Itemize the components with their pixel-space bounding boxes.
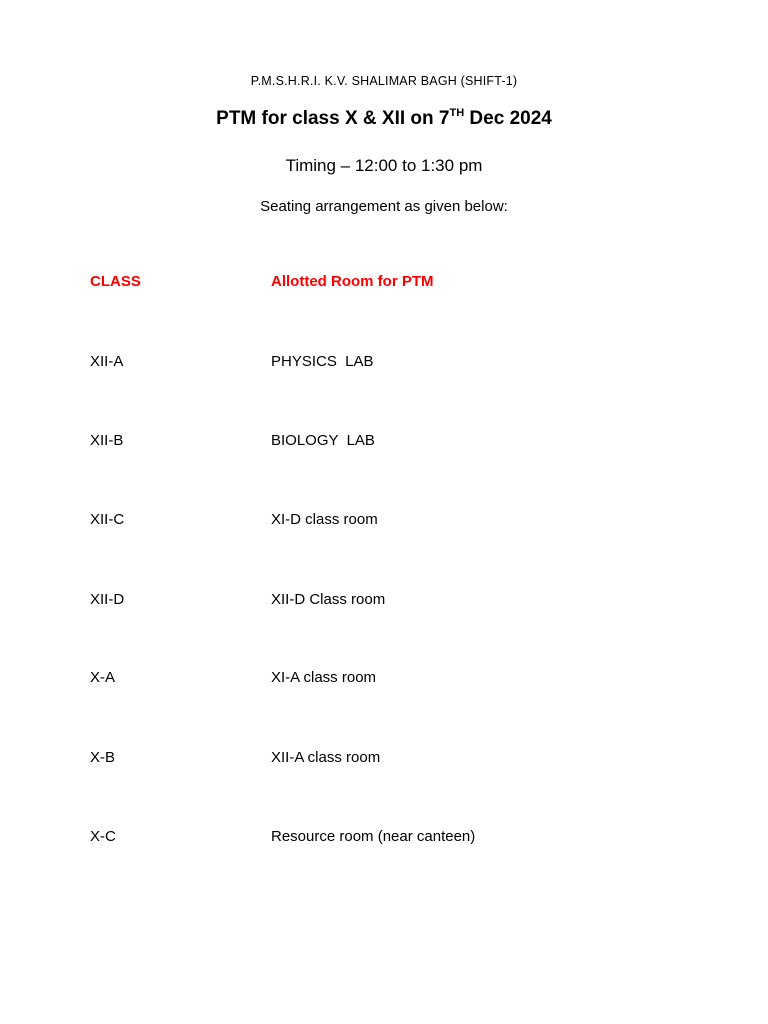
document-title	[0, 108, 768, 130]
timing-text: Timing – 12:00 to 1:30 pm	[285, 156, 483, 175]
table-header-row	[0, 273, 768, 295]
title-main: PTM for class X & XII on 7	[216, 108, 450, 129]
row-class: X-C	[90, 828, 116, 845]
row-room: Resource room (near canteen)	[271, 828, 476, 845]
row-room: XI-D class room	[271, 511, 378, 528]
table-row	[0, 511, 768, 533]
table-row	[0, 432, 768, 454]
row-class: XII-D	[90, 591, 125, 608]
row-room: XII-A class room	[271, 749, 381, 766]
column-header-room: Allotted Room for PTM	[271, 273, 434, 290]
school-name: P.M.S.H.R.I. K.V. SHALIMAR BAGH (SHIFT-1)	[250, 74, 518, 88]
title-rest: Dec 2024	[464, 108, 552, 129]
title-superscript: TH	[449, 107, 465, 119]
row-class: XII-A	[90, 353, 124, 370]
row-class: XII-B	[90, 432, 124, 449]
row-room: PHYSICS LAB	[271, 353, 374, 370]
seating-note: Seating arrangement as given below:	[260, 198, 508, 215]
column-header-class: CLASS	[90, 273, 141, 290]
row-class: X-A	[90, 669, 116, 686]
table-row	[0, 749, 768, 771]
table-row	[0, 828, 768, 850]
table-row	[0, 353, 768, 375]
table-row	[0, 669, 768, 691]
row-room: XII-D Class room	[271, 591, 386, 608]
row-room: XI-A class room	[271, 669, 377, 686]
row-room: BIOLOGY LAB	[271, 432, 375, 449]
table-row	[0, 591, 768, 613]
row-class: XII-C	[90, 511, 125, 528]
row-class: X-B	[90, 749, 116, 766]
